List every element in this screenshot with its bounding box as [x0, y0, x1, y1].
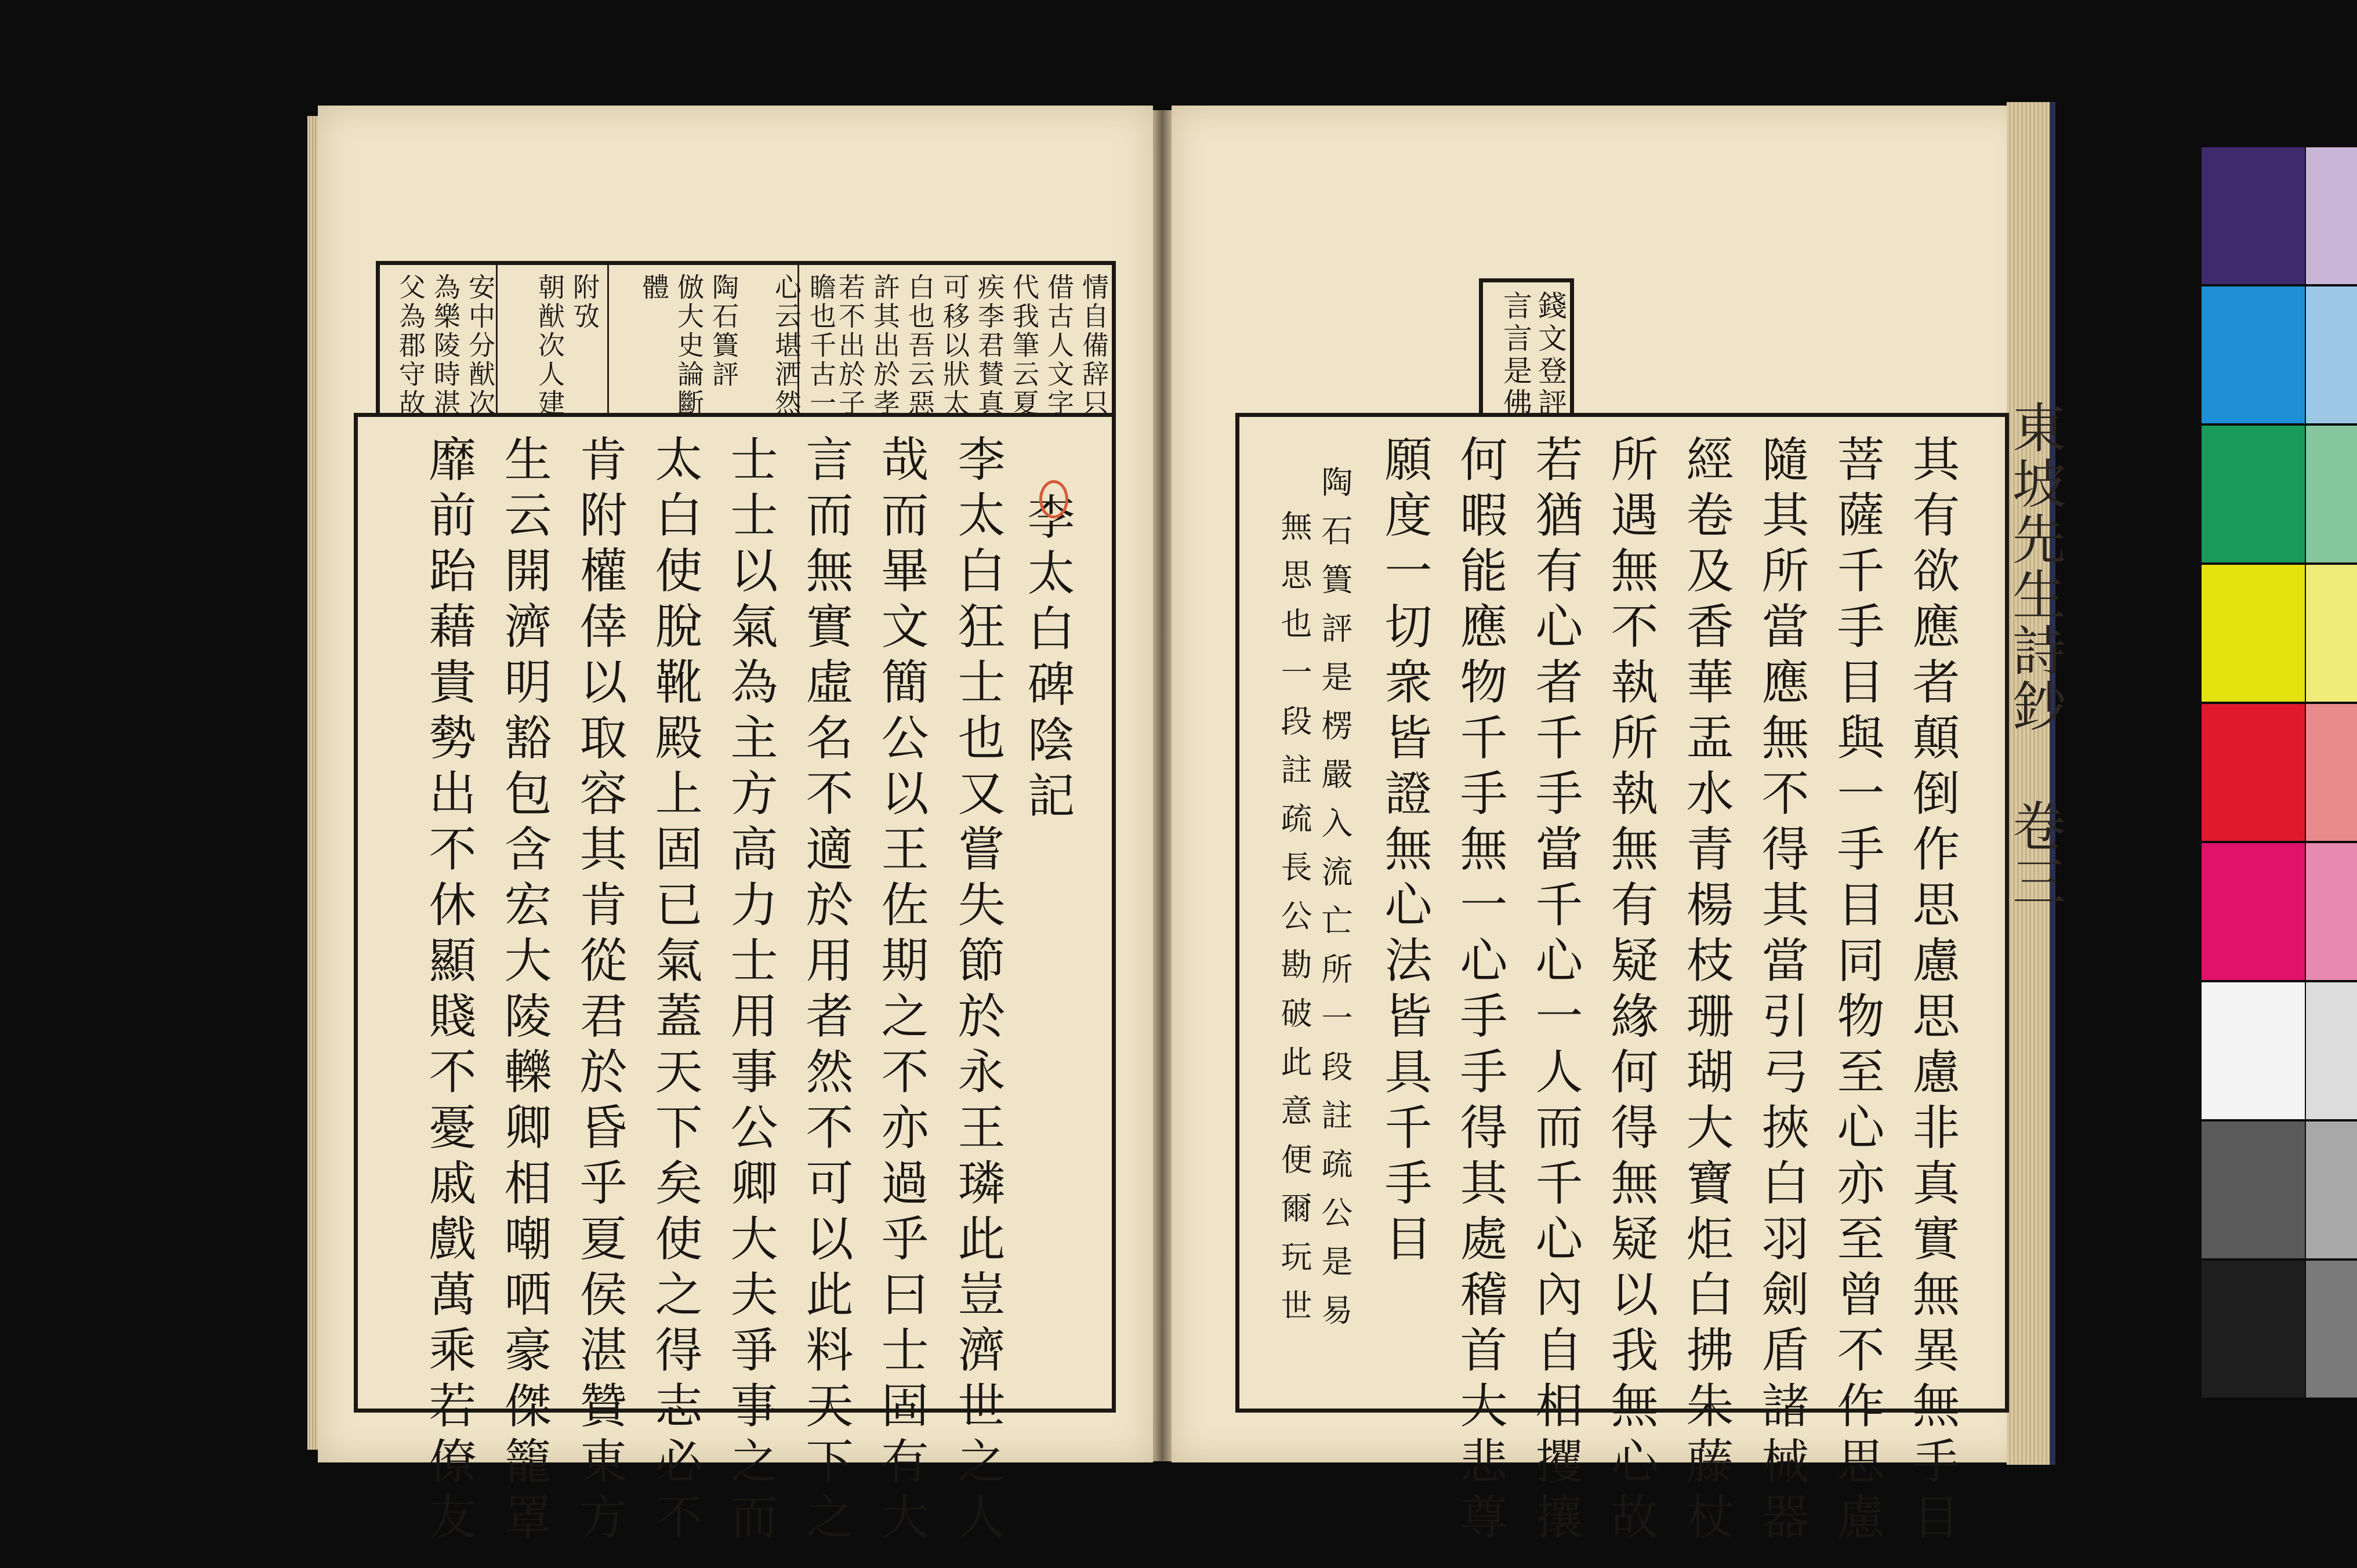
color-swatch [2306, 982, 2357, 1119]
color-swatch [2306, 1261, 2357, 1398]
color-swatch [2202, 704, 2305, 841]
headnote-line: 白也吾云惡 [904, 273, 935, 418]
left-headnote-box [376, 261, 1116, 417]
headnote-line: 若不出於子 [835, 273, 866, 418]
left-main-text-box [354, 413, 1116, 1548]
commentary-column: 陶石簣評是楞嚴入流亡所一段註疏公是易 [1317, 466, 1353, 1342]
headnote-line: 倣大史論斷 [673, 273, 705, 418]
color-swatch [2202, 843, 2305, 980]
color-swatch [2202, 982, 2305, 1119]
red-circle-mark [1039, 480, 1068, 518]
color-swatch [2202, 1261, 2305, 1398]
commentary-column: 無思也一段註疏長公勘破此意便爾玩世 [1276, 510, 1312, 1338]
text-column: 何暇能應物千手無一心手手得其處稽首大悲尊 [1452, 434, 1507, 1548]
headnote-line: 代我筆云夏 [1009, 273, 1040, 418]
headnote-line: 安中分猷次 [465, 273, 496, 418]
color-swatch [2202, 565, 2305, 702]
headnote-line: 體 [639, 273, 670, 302]
headnote-line: 借古人文字 [1043, 273, 1075, 418]
book-spine [1153, 110, 1172, 1461]
book-title-margin: 東坡先生詩鈔 卷三 [2004, 400, 2066, 910]
color-swatch [2306, 565, 2357, 702]
text-column: 太白使脫靴殿上固已氣蓋天下矣使之得志必不 [647, 434, 702, 1548]
essay-title: 李太白碑陰記 [1020, 492, 1075, 826]
headnote-line: 為樂陵時湛 [430, 273, 461, 418]
text-column: 所遇無不執所執無有疑緣何得無疑以我無心故 [1603, 434, 1658, 1548]
divider [607, 265, 609, 417]
right-main-text-box [1235, 413, 2009, 1548]
color-swatch [2202, 147, 2305, 284]
text-column: 隨其所當應無不得其當引弓挾白羽劍盾諸械器 [1754, 434, 1809, 1548]
color-swatch [2306, 1121, 2357, 1258]
text-column: 靡前跆藉貴勢出不休顯賤不憂戚戲萬乘若僚友 [421, 434, 476, 1548]
color-swatch [2306, 426, 2357, 562]
headnote-line: 父為郡守故 [395, 273, 426, 418]
text-column: 生云開濟明豁包含宏大陵轢卿相嘲哂豪傑籠罩 [496, 434, 552, 1548]
text-column: 經卷及香華盂水青楊枝珊瑚大寶炬白拂朱藤杖 [1678, 434, 1734, 1548]
text-column: 哉而畢文簡公以王佐期之不亦過乎曰士固有大 [873, 434, 929, 1548]
headnote-line: 許其出於孝 [869, 273, 901, 418]
text-column: 其有欲應者顛倒作思慮思慮非真實無異無手目 [1905, 434, 1960, 1548]
color-swatch [2306, 843, 2357, 980]
color-swatch [2306, 286, 2357, 423]
headnote-line: 附攷 [569, 273, 600, 331]
color-swatch [2202, 1121, 2305, 1258]
text-column: 言而無實虛名不適於用者然不可以此料天下之 [798, 434, 853, 1548]
color-checker [2202, 147, 2357, 1406]
headnote-line: 可移以狀太 [939, 273, 970, 418]
headnote-line: 言言是佛 [1499, 291, 1532, 420]
color-swatch [2202, 426, 2305, 562]
text-column: 願度一切衆皆證無心法皆具千手目 [1377, 434, 1432, 1269]
text-column: 肯附權倖以取容其肯從君於昏乎夏侯湛贊東方 [572, 434, 627, 1548]
headnote-line: 陶石簣評 [708, 273, 739, 389]
headnote-line: 瞻也千古一 [806, 273, 837, 418]
headnote-line: 情自備辞只 [1078, 273, 1109, 418]
text-column: 菩薩千手目與一手目同物至心亦至曾不作思慮 [1829, 434, 1884, 1548]
headnote-line: 錢文登評 [1533, 291, 1567, 420]
color-swatch [2306, 704, 2357, 841]
text-column: 若猶有心者千手當千心一人而千心內自相攫攘 [1528, 434, 1583, 1548]
right-headnote-box [1479, 278, 1574, 420]
color-swatch [2202, 286, 2305, 423]
headnote-line: 疾李君賛真 [974, 273, 1005, 418]
text-column: 士士以氣為主方高力士用事公卿大夫爭事之而 [723, 434, 778, 1548]
color-swatch [2306, 147, 2357, 284]
headnote-line: 心云堪洒然 [771, 273, 802, 418]
text-column: 李太白狂士也又嘗失節於永王璘此豈濟世之人 [950, 434, 1005, 1548]
headnote-line: 朝猷次人建 [534, 273, 565, 418]
